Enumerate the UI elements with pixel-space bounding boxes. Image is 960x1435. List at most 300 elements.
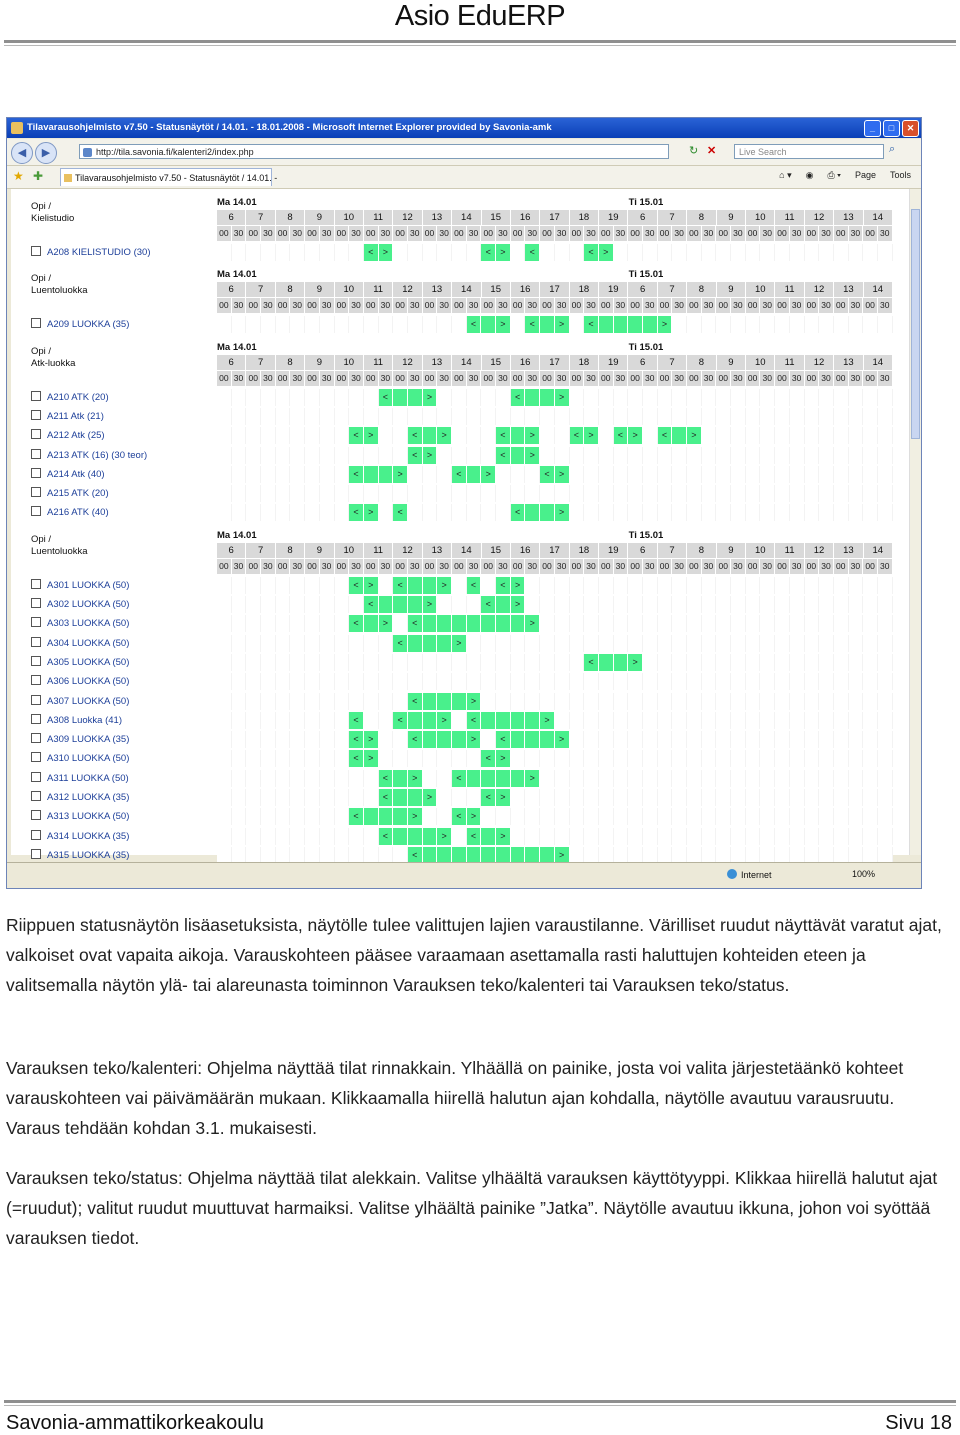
room-row-label[interactable] <box>31 576 129 595</box>
free-slot[interactable] <box>276 693 291 710</box>
free-slot[interactable] <box>349 244 364 261</box>
free-slot[interactable] <box>702 389 717 406</box>
free-slot[interactable] <box>716 673 731 690</box>
free-slot[interactable] <box>746 389 761 406</box>
free-slot[interactable] <box>834 596 849 613</box>
free-slot[interactable] <box>849 615 864 632</box>
free-slot[interactable] <box>658 673 673 690</box>
free-slot[interactable] <box>290 504 305 521</box>
free-slot[interactable] <box>423 485 438 502</box>
free-slot[interactable] <box>775 731 790 748</box>
free-slot[interactable] <box>760 808 775 825</box>
free-slot[interactable] <box>746 577 761 594</box>
free-slot[interactable] <box>819 789 834 806</box>
free-slot[interactable] <box>320 828 335 845</box>
free-slot[interactable] <box>775 466 790 483</box>
free-slot[interactable] <box>790 750 805 767</box>
free-slot[interactable] <box>570 389 585 406</box>
free-slot[interactable] <box>760 316 775 333</box>
room-row-label[interactable] <box>31 503 109 522</box>
free-slot[interactable] <box>746 504 761 521</box>
free-slot[interactable] <box>335 673 350 690</box>
free-slot[interactable] <box>760 828 775 845</box>
free-slot[interactable] <box>555 485 570 502</box>
free-slot[interactable] <box>540 577 555 594</box>
free-slot[interactable] <box>555 635 570 652</box>
free-slot[interactable] <box>775 750 790 767</box>
free-slot[interactable] <box>437 466 452 483</box>
free-slot[interactable] <box>628 635 643 652</box>
free-slot[interactable] <box>555 447 570 464</box>
free-slot[interactable] <box>467 244 482 261</box>
free-slot[interactable] <box>760 244 775 261</box>
free-slot[interactable] <box>261 389 276 406</box>
free-slot[interactable] <box>628 673 643 690</box>
reserved-slot[interactable]: < <box>452 466 467 483</box>
free-slot[interactable] <box>643 828 658 845</box>
free-slot[interactable] <box>467 789 482 806</box>
room-checkbox[interactable] <box>31 810 41 820</box>
free-slot[interactable] <box>672 577 687 594</box>
free-slot[interactable] <box>702 828 717 845</box>
free-slot[interactable] <box>790 654 805 671</box>
free-slot[interactable] <box>878 770 893 787</box>
free-slot[interactable] <box>570 731 585 748</box>
free-slot[interactable] <box>672 770 687 787</box>
free-slot[interactable] <box>320 577 335 594</box>
free-slot[interactable] <box>834 654 849 671</box>
free-slot[interactable] <box>760 673 775 690</box>
free-slot[interactable] <box>672 244 687 261</box>
reserved-slot[interactable] <box>408 596 423 613</box>
reserved-slot[interactable] <box>511 770 526 787</box>
free-slot[interactable] <box>290 789 305 806</box>
free-slot[interactable] <box>261 244 276 261</box>
free-slot[interactable] <box>805 789 820 806</box>
free-slot[interactable] <box>232 770 247 787</box>
free-slot[interactable] <box>878 577 893 594</box>
feeds-icon[interactable]: ◉ <box>805 170 814 180</box>
free-slot[interactable] <box>584 712 599 729</box>
free-slot[interactable] <box>305 615 320 632</box>
free-slot[interactable] <box>570 673 585 690</box>
reserved-slot[interactable] <box>511 712 526 729</box>
reserved-slot[interactable] <box>481 828 496 845</box>
reserved-slot[interactable] <box>599 654 614 671</box>
free-slot[interactable] <box>731 750 746 767</box>
free-slot[interactable] <box>437 789 452 806</box>
free-slot[interactable] <box>687 712 702 729</box>
free-slot[interactable] <box>335 654 350 671</box>
free-slot[interactable] <box>555 427 570 444</box>
free-slot[interactable] <box>246 577 261 594</box>
free-slot[interactable] <box>305 504 320 521</box>
reserved-slot[interactable]: < <box>393 577 408 594</box>
free-slot[interactable] <box>335 596 350 613</box>
free-slot[interactable] <box>672 712 687 729</box>
free-slot[interactable] <box>643 596 658 613</box>
free-slot[interactable] <box>496 673 511 690</box>
free-slot[interactable] <box>290 654 305 671</box>
free-slot[interactable] <box>746 596 761 613</box>
free-slot[interactable] <box>760 770 775 787</box>
free-slot[interactable] <box>349 770 364 787</box>
reserved-slot[interactable] <box>540 731 555 748</box>
free-slot[interactable] <box>760 466 775 483</box>
reserved-slot[interactable]: > <box>481 466 496 483</box>
free-slot[interactable] <box>305 596 320 613</box>
reserved-slot[interactable] <box>496 596 511 613</box>
free-slot[interactable] <box>232 485 247 502</box>
free-slot[interactable] <box>320 466 335 483</box>
free-slot[interactable] <box>217 427 232 444</box>
free-slot[interactable] <box>320 596 335 613</box>
reserved-slot[interactable]: > <box>628 654 643 671</box>
room-checkbox[interactable] <box>31 791 41 801</box>
free-slot[interactable] <box>819 712 834 729</box>
free-slot[interactable] <box>775 504 790 521</box>
free-slot[interactable] <box>393 673 408 690</box>
reserved-slot[interactable] <box>452 731 467 748</box>
free-slot[interactable] <box>643 789 658 806</box>
free-slot[interactable] <box>555 712 570 729</box>
free-slot[interactable] <box>379 654 394 671</box>
free-slot[interactable] <box>379 427 394 444</box>
room-name[interactable]: A314 LUOKKA (35) <box>47 830 130 842</box>
reserved-slot[interactable] <box>511 731 526 748</box>
free-slot[interactable] <box>305 389 320 406</box>
free-slot[interactable] <box>834 673 849 690</box>
free-slot[interactable] <box>614 828 629 845</box>
free-slot[interactable] <box>320 427 335 444</box>
free-slot[interactable] <box>276 485 291 502</box>
tools-menu[interactable]: Tools <box>889 170 911 180</box>
free-slot[interactable] <box>261 596 276 613</box>
free-slot[interactable] <box>408 408 423 425</box>
free-slot[interactable] <box>320 789 335 806</box>
reserved-slot[interactable] <box>467 615 482 632</box>
room-name[interactable]: A302 LUOKKA (50) <box>47 599 130 610</box>
free-slot[interactable] <box>819 808 834 825</box>
free-slot[interactable] <box>540 408 555 425</box>
room-checkbox[interactable] <box>31 246 41 256</box>
free-slot[interactable] <box>290 635 305 652</box>
free-slot[interactable] <box>452 389 467 406</box>
free-slot[interactable] <box>790 447 805 464</box>
reserved-slot[interactable]: > <box>364 750 379 767</box>
free-slot[interactable] <box>437 389 452 406</box>
free-slot[interactable] <box>687 635 702 652</box>
free-slot[interactable] <box>261 615 276 632</box>
free-slot[interactable] <box>849 789 864 806</box>
free-slot[interactable] <box>481 808 496 825</box>
free-slot[interactable] <box>246 808 261 825</box>
free-slot[interactable] <box>276 504 291 521</box>
free-slot[interactable] <box>555 615 570 632</box>
free-slot[interactable] <box>496 808 511 825</box>
room-row-label[interactable] <box>31 243 150 262</box>
maximize-icon[interactable]: □ <box>883 120 900 137</box>
free-slot[interactable] <box>349 485 364 502</box>
free-slot[interactable] <box>834 828 849 845</box>
free-slot[interactable] <box>305 693 320 710</box>
free-slot[interactable] <box>290 712 305 729</box>
free-slot[interactable] <box>290 615 305 632</box>
free-slot[interactable] <box>746 635 761 652</box>
room-checkbox[interactable] <box>31 675 41 685</box>
free-slot[interactable] <box>760 389 775 406</box>
free-slot[interactable] <box>525 789 540 806</box>
free-slot[interactable] <box>364 447 379 464</box>
free-slot[interactable] <box>628 828 643 845</box>
reserved-slot[interactable]: > <box>599 244 614 261</box>
free-slot[interactable] <box>481 577 496 594</box>
free-slot[interactable] <box>467 750 482 767</box>
free-slot[interactable] <box>393 408 408 425</box>
reserved-slot[interactable]: < <box>349 466 364 483</box>
free-slot[interactable] <box>849 577 864 594</box>
free-slot[interactable] <box>364 635 379 652</box>
room-checkbox[interactable] <box>31 637 41 647</box>
reserved-slot[interactable]: > <box>496 316 511 333</box>
free-slot[interactable] <box>335 504 350 521</box>
free-slot[interactable] <box>481 673 496 690</box>
free-slot[interactable] <box>805 596 820 613</box>
free-slot[interactable] <box>452 750 467 767</box>
room-row-label[interactable] <box>31 730 129 749</box>
reserved-slot[interactable] <box>467 466 482 483</box>
free-slot[interactable] <box>246 316 261 333</box>
free-slot[interactable] <box>731 693 746 710</box>
free-slot[interactable] <box>276 828 291 845</box>
reserved-slot[interactable] <box>379 596 394 613</box>
free-slot[interactable] <box>849 712 864 729</box>
free-slot[interactable] <box>731 389 746 406</box>
room-checkbox[interactable] <box>31 449 41 459</box>
free-slot[interactable] <box>731 673 746 690</box>
free-slot[interactable] <box>849 808 864 825</box>
free-slot[interactable] <box>599 789 614 806</box>
free-slot[interactable] <box>687 615 702 632</box>
free-slot[interactable] <box>290 316 305 333</box>
free-slot[interactable] <box>819 693 834 710</box>
reserved-slot[interactable] <box>393 389 408 406</box>
free-slot[interactable] <box>790 577 805 594</box>
stop-icon[interactable]: ✕ <box>707 145 717 157</box>
reserved-slot[interactable]: < <box>525 244 540 261</box>
free-slot[interactable] <box>672 789 687 806</box>
free-slot[interactable] <box>658 808 673 825</box>
free-slot[interactable] <box>702 316 717 333</box>
free-slot[interactable] <box>232 389 247 406</box>
free-slot[interactable] <box>614 504 629 521</box>
refresh-icon[interactable]: ↻ <box>689 145 699 157</box>
free-slot[interactable] <box>849 485 864 502</box>
free-slot[interactable] <box>716 427 731 444</box>
free-slot[interactable] <box>716 577 731 594</box>
free-slot[interactable] <box>775 712 790 729</box>
reserved-slot[interactable]: > <box>525 447 540 464</box>
reserved-slot[interactable] <box>408 789 423 806</box>
free-slot[interactable] <box>687 485 702 502</box>
free-slot[interactable] <box>628 244 643 261</box>
free-slot[interactable] <box>849 596 864 613</box>
reserved-slot[interactable]: < <box>481 789 496 806</box>
free-slot[interactable] <box>599 750 614 767</box>
free-slot[interactable] <box>628 485 643 502</box>
free-slot[interactable] <box>863 808 878 825</box>
free-slot[interactable] <box>643 770 658 787</box>
free-slot[interactable] <box>320 654 335 671</box>
free-slot[interactable] <box>672 447 687 464</box>
free-slot[interactable] <box>849 316 864 333</box>
room-row-label[interactable] <box>31 315 129 334</box>
reserved-slot[interactable]: > <box>452 635 467 652</box>
reserved-slot[interactable]: > <box>687 427 702 444</box>
free-slot[interactable] <box>834 789 849 806</box>
free-slot[interactable] <box>775 447 790 464</box>
free-slot[interactable] <box>731 504 746 521</box>
free-slot[interactable] <box>687 789 702 806</box>
free-slot[interactable] <box>217 693 232 710</box>
free-slot[interactable] <box>819 447 834 464</box>
reserved-slot[interactable] <box>628 316 643 333</box>
free-slot[interactable] <box>540 693 555 710</box>
free-slot[interactable] <box>232 244 247 261</box>
free-slot[interactable] <box>760 504 775 521</box>
free-slot[interactable] <box>746 466 761 483</box>
reserved-slot[interactable]: < <box>452 770 467 787</box>
free-slot[interactable] <box>379 447 394 464</box>
free-slot[interactable] <box>217 673 232 690</box>
free-slot[interactable] <box>570 712 585 729</box>
free-slot[interactable] <box>716 615 731 632</box>
free-slot[interactable] <box>305 427 320 444</box>
free-slot[interactable] <box>232 712 247 729</box>
search-input[interactable]: Live Search <box>734 144 884 159</box>
free-slot[interactable] <box>790 408 805 425</box>
free-slot[interactable] <box>834 316 849 333</box>
free-slot[interactable] <box>819 427 834 444</box>
reserved-slot[interactable]: < <box>349 712 364 729</box>
free-slot[interactable] <box>276 427 291 444</box>
free-slot[interactable] <box>555 408 570 425</box>
free-slot[interactable] <box>643 577 658 594</box>
free-slot[interactable] <box>746 673 761 690</box>
free-slot[interactable] <box>290 427 305 444</box>
free-slot[interactable] <box>511 693 526 710</box>
free-slot[interactable] <box>658 770 673 787</box>
reserved-slot[interactable]: > <box>437 577 452 594</box>
reserved-slot[interactable]: > <box>525 427 540 444</box>
free-slot[interactable] <box>863 731 878 748</box>
free-slot[interactable] <box>614 615 629 632</box>
reserved-slot[interactable]: < <box>349 615 364 632</box>
room-name[interactable]: A214 Atk (40) <box>47 468 105 480</box>
free-slot[interactable] <box>246 693 261 710</box>
add-favorites-icon[interactable]: ✚ <box>33 169 44 183</box>
reserved-slot[interactable] <box>496 615 511 632</box>
free-slot[interactable] <box>232 577 247 594</box>
free-slot[interactable] <box>217 504 232 521</box>
free-slot[interactable] <box>320 808 335 825</box>
free-slot[interactable] <box>276 731 291 748</box>
room-name[interactable]: A305 LUOKKA (50) <box>47 656 130 668</box>
room-row-label[interactable] <box>31 614 129 633</box>
reserved-slot[interactable] <box>408 635 423 652</box>
free-slot[interactable] <box>305 673 320 690</box>
free-slot[interactable] <box>540 447 555 464</box>
free-slot[interactable] <box>393 654 408 671</box>
reserved-slot[interactable]: < <box>393 504 408 521</box>
free-slot[interactable] <box>628 389 643 406</box>
room-name[interactable]: A215 ATK (20) <box>47 488 109 500</box>
reserved-slot[interactable] <box>481 316 496 333</box>
room-checkbox[interactable] <box>31 772 41 782</box>
free-slot[interactable] <box>511 828 526 845</box>
reserved-slot[interactable] <box>496 770 511 787</box>
free-slot[interactable] <box>658 615 673 632</box>
free-slot[interactable] <box>305 828 320 845</box>
free-slot[interactable] <box>584 577 599 594</box>
free-slot[interactable] <box>775 789 790 806</box>
free-slot[interactable] <box>658 408 673 425</box>
free-slot[interactable] <box>305 750 320 767</box>
reserved-slot[interactable]: > <box>540 712 555 729</box>
free-slot[interactable] <box>320 316 335 333</box>
reserved-slot[interactable]: > <box>555 847 570 864</box>
free-slot[interactable] <box>276 673 291 690</box>
free-slot[interactable] <box>246 427 261 444</box>
free-slot[interactable] <box>511 485 526 502</box>
free-slot[interactable] <box>760 596 775 613</box>
reserved-slot[interactable]: > <box>423 789 438 806</box>
reserved-slot[interactable]: > <box>437 427 452 444</box>
free-slot[interactable] <box>672 504 687 521</box>
free-slot[interactable] <box>320 770 335 787</box>
free-slot[interactable] <box>731 485 746 502</box>
free-slot[interactable] <box>658 466 673 483</box>
reserved-slot[interactable]: > <box>496 750 511 767</box>
free-slot[interactable] <box>790 596 805 613</box>
reserved-slot[interactable]: < <box>408 427 423 444</box>
free-slot[interactable] <box>760 615 775 632</box>
reserved-slot[interactable] <box>437 693 452 710</box>
free-slot[interactable] <box>320 615 335 632</box>
room-checkbox[interactable] <box>31 656 41 666</box>
free-slot[interactable] <box>540 596 555 613</box>
free-slot[interactable] <box>687 654 702 671</box>
free-slot[interactable] <box>349 693 364 710</box>
free-slot[interactable] <box>452 828 467 845</box>
room-row-label[interactable] <box>31 749 129 768</box>
free-slot[interactable] <box>525 577 540 594</box>
free-slot[interactable] <box>628 750 643 767</box>
room-row-label[interactable] <box>31 711 122 730</box>
free-slot[interactable] <box>570 615 585 632</box>
free-slot[interactable] <box>570 447 585 464</box>
free-slot[interactable] <box>672 635 687 652</box>
free-slot[interactable] <box>834 427 849 444</box>
free-slot[interactable] <box>320 244 335 261</box>
free-slot[interactable] <box>364 770 379 787</box>
free-slot[interactable] <box>805 577 820 594</box>
free-slot[interactable] <box>570 244 585 261</box>
reserved-slot[interactable]: < <box>584 316 599 333</box>
free-slot[interactable] <box>643 389 658 406</box>
free-slot[interactable] <box>805 635 820 652</box>
free-slot[interactable] <box>878 712 893 729</box>
